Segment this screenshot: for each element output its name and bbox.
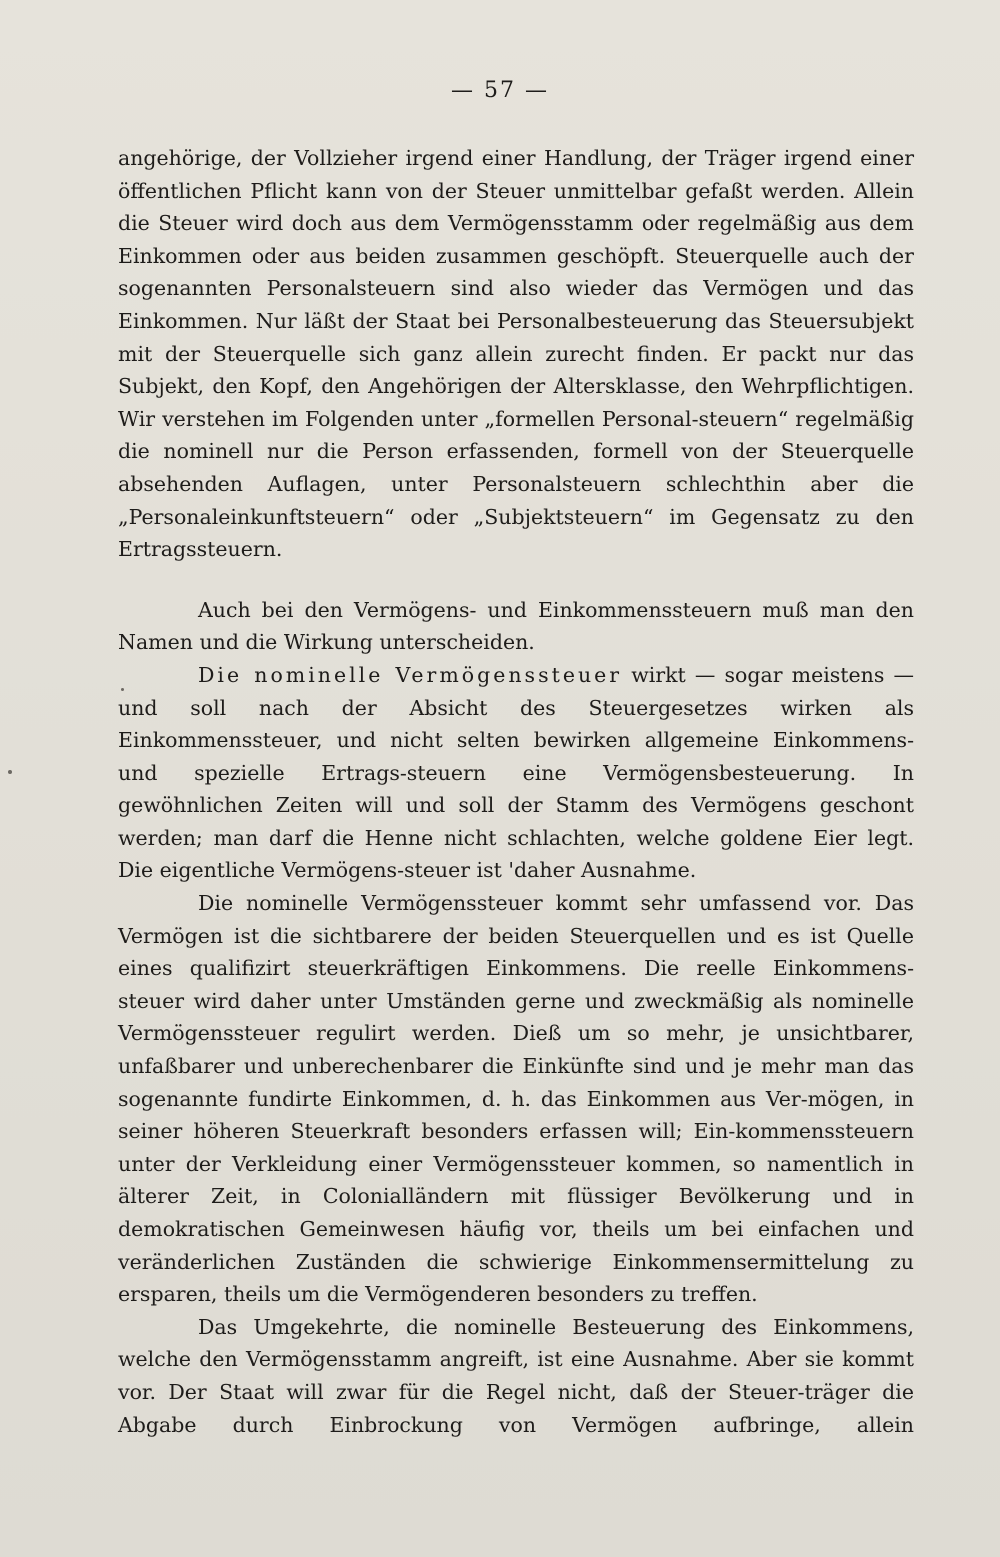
paragraph-3 bbox=[118, 659, 914, 887]
paragraph-4: Die nominelle Vermögenssteuer kommt sehr umfassend vor. Das Vermögen ist die sichtbarere der beiden Steuerquellen und es ist Quelle eines qualifizirt steuerkräftigen Einkommens. Die reelle Einkommens-steuer wird daher unter Umständen gerne und zweckmäßig als nominelle Vermögenssteuer regulirt werden. Dieß um so mehr, je unsichtbarer, unfaßbarer und unberechenbarer die Einkünfte sind und je mehr man das sogenannte fundirte Einkommen, d. h. das Einkommen aus Ver-mögen, in seiner höheren Steuerkraft besonders erfassen will; Ein-kommenssteuern unter der Verkleidung einer Vermögenssteuer kommen, so namentlich in älterer Zeit, in Colonialländern mit flüssiger Bevölkerung und in demokratischen Gemeinwesen häufig vor, theils um bei einfachen und veränderlichen Zuständen die schwierige Einkommensermittelung zu ersparen, theils um die Vermögenderen besonders zu treffen. bbox=[118, 891, 914, 1307]
paper-speck bbox=[121, 688, 124, 691]
page-number: — 57 — bbox=[451, 78, 549, 103]
paragraph-2: Auch bei den Vermögens- und Einkommenssteuern muß man den Namen und die Wirkung unterscheiden. bbox=[118, 597, 914, 655]
emphasized-term: Die nominelle Vermögenssteuer bbox=[198, 662, 623, 687]
paragraph-1: angehörige, der Vollzieher irgend einer Handlung, der Träger irgend einer öffentlichen Pflicht kann von der Steuer unmittelbar gefaßt werden. Allein die Steuer wird doch aus dem Vermögensstamm oder regelmäßig aus dem Einkommen oder aus beiden zusammen geschöpft. Steuerquelle auch der sogenannten Personalsteuern sind also wieder das Vermögen und das Einkommen. Nur läßt der Staat bei Personalbesteuerung das Steuersubjekt mit der Steuerquelle sich ganz allein zurecht finden. Er packt nur das Subjekt, den Kopf, den Angehörigen der Altersklasse, den Wehrpflichtigen. Wir verstehen im Folgenden unter „formellen Personal-steuern“ regelmäßig die nominell nur die Person erfassenden, formell von der Steuerquelle absehenden Auflagen, unter Personalsteuern schlechthin aber die „Personaleinkunftsteuern“ oder „Subjektsteuern“ im Gegensatz zu den Ertragssteuern. bbox=[118, 146, 914, 562]
paragraph-5: Das Umgekehrte, die nominelle Besteuerung des Einkommens, welche den Vermögensstamm angreift, ist eine Ausnahme. Aber sie kommt vor. Der Staat will zwar für die Regel nicht, daß der Steuer-träger die Abgabe durch Einbrockung von Vermögen aufbringe, allein bbox=[118, 1314, 914, 1437]
body-text bbox=[118, 142, 914, 1441]
paper-speck bbox=[8, 770, 12, 774]
paragraph-3-text: wirkt — sogar meistens — und soll nach der Absicht des Steuergesetzes wirken als Einkommenssteuer, und nicht selten bewirken allgemeine Einkommens- und spezielle Ertrags-steuern eine Vermögensbesteuerung. In gewöhnlichen Zeiten will und soll der Stamm des Vermögens geschont werden; man darf die Henne nicht schlachten, welche goldene Eier legt. Die eigentliche Vermögens-steuer ist 'daher Ausnahme. bbox=[118, 662, 914, 883]
